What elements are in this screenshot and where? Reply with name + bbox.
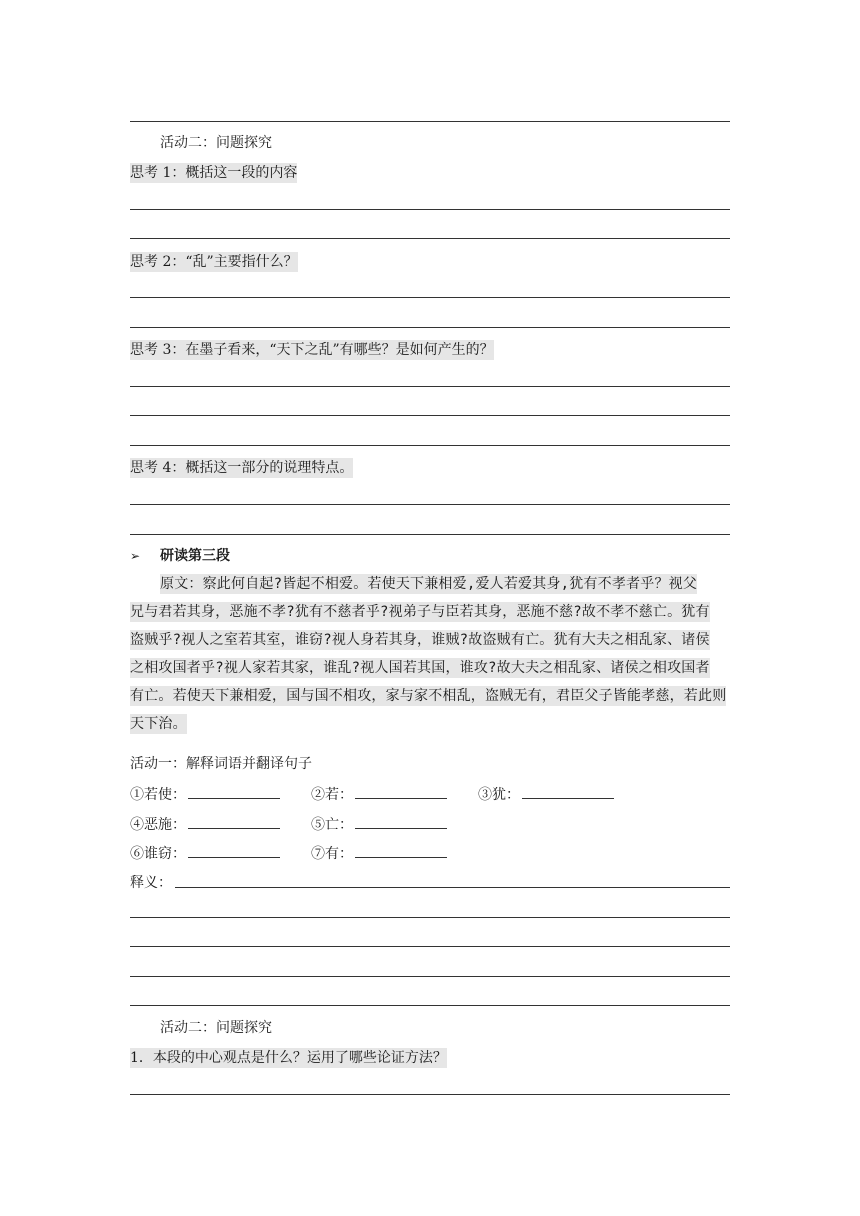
activity-two-heading: 活动二：问题探究: [160, 135, 272, 151]
question-3: 思考 3：在墨子看来，“天下之乱”有哪些？是如何产生的？: [130, 342, 494, 358]
answer-line: [130, 238, 730, 239]
answer-line: [130, 1094, 730, 1095]
answer-line: [130, 946, 730, 947]
answer-blank[interactable]: [355, 814, 447, 829]
answer-line: [130, 209, 730, 210]
answer-blank[interactable]: [355, 843, 447, 858]
answer-line: [130, 445, 730, 446]
answer-blank[interactable]: [188, 814, 280, 829]
answer-line: [130, 327, 730, 328]
original-line: 天下治。: [130, 716, 187, 732]
original-line: 原文：察此何自起?皆起不相爱。若使天下兼相爱,爱人若爱其身,犹有不孝者乎？视父: [160, 576, 698, 592]
answer-line: [130, 534, 730, 535]
answer-line: [130, 415, 730, 416]
original-line: 兄与君若其身，恶施不孝?犹有不慈者乎?视弟子与臣若其身，恶施不慈?故不孝不慈亡。犹有: [130, 604, 710, 620]
answer-blank[interactable]: [188, 784, 280, 799]
activity-two-heading: 活动二：问题探究: [160, 1020, 272, 1036]
answer-line: [130, 297, 730, 298]
vocab-item: ⑦有：: [311, 843, 447, 864]
original-text: [130, 570, 730, 738]
original-line: 有亡。若使天下兼相爱，国与国不相攻，家与家不相乱，盗贼无有，君臣父子皆能孝慈，若此则: [130, 688, 727, 704]
question-4: 思考 4：概括这一部分的说理特点。: [130, 460, 354, 476]
section-heading: 研读第三段: [160, 548, 230, 564]
question-2: 思考 2：“乱”主要指什么？: [130, 254, 298, 270]
vocab-item: ③犹：: [478, 784, 614, 805]
question-center-view: 1．本段的中心观点是什么？运用了哪些论证方法？: [130, 1050, 447, 1066]
answer-line: [130, 917, 730, 918]
original-line: 盗贼乎?视人之室若其室，谁窃?视人身若其身，谁贼?故盗贼有亡。犹有大夫之相乱家、诸侯: [130, 632, 710, 648]
answer-blank[interactable]: [188, 843, 280, 858]
vocab-item: ②若：: [311, 784, 447, 805]
activity-one-heading: 活动一：解释词语并翻译句子: [130, 756, 312, 772]
top-rule: [130, 121, 730, 122]
answer-line: [130, 976, 730, 977]
answer-blank[interactable]: [355, 784, 447, 799]
original-line: 之相攻国者乎?视人家若其家，谁乱?视人国若其国，谁攻?故大夫之相乱家、诸侯之相攻国者: [130, 660, 710, 676]
vocab-item: ⑥谁窃：: [130, 843, 280, 864]
vocab-item: ①若使：: [130, 784, 280, 805]
answer-line: [130, 1005, 730, 1006]
explain-label: 释义：: [130, 875, 172, 891]
answer-line: [130, 504, 730, 505]
answer-line: [130, 386, 730, 387]
answer-blank[interactable]: [522, 784, 614, 799]
answer-line[interactable]: [175, 887, 730, 888]
arrow-bullet-icon: ➢: [130, 549, 141, 563]
question-1: 思考 1：概括这一段的内容: [130, 165, 298, 181]
vocab-item: ④恶施：: [130, 814, 280, 835]
vocab-item: ⑤亡：: [311, 814, 447, 835]
